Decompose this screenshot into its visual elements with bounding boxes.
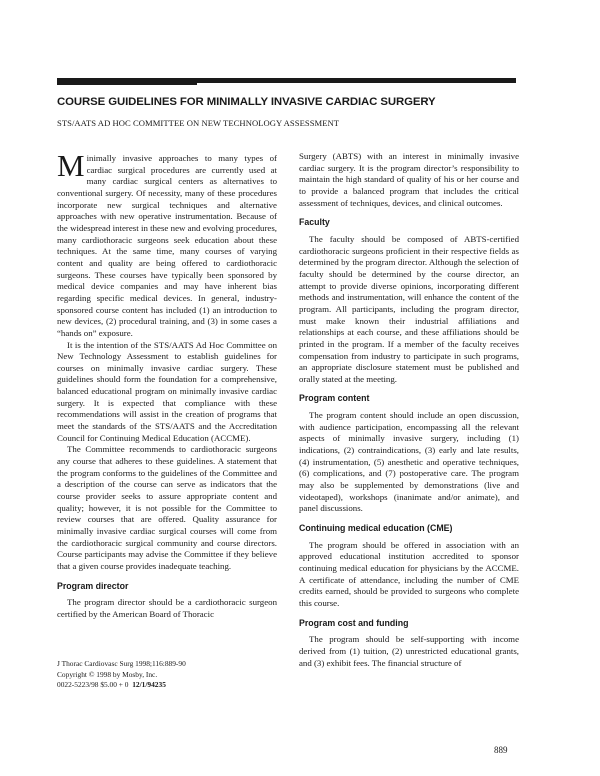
intro-text: inimally invasive approaches to many types of cardiac surgical procedures are currently used at many cardiac surgical centers as alternatives to conventional surgery. Of necessity, many of these procedures incorporate new surgical techniques and alternative approaches with new operative instrumentation. Because of the widespread interest in these new and evolving procedures, many cardiothoracic surgeons seek education about these techniques. At the same time, many courses of varying content and quality are being offered to cardiothoracic surgeons. These courses have typically been sponsored by medical device companies and may have inherent bias regarding specific medical devices. In general, industry-sponsored course content has included (1) an introduction to new devices, (2) procedural training, and (3) in some cases a “hands on” exposure. [57,153,277,338]
page-number: 889 [494,745,508,755]
paragraph: It is the intention of the STS/AATS Ad Hoc Committee on New Technology Assessment to establish guidelines for courses on minimally invasive cardiac surgery. These guidelines should form the foundation for a comprehensive, balanced educational program on minimally invasive cardiac surgery. It is expected that compliance with these recommendations will assist in the creation of programs that meet the standards of the STS/AATS and the Accreditation Council for Continuing Medical Education (ACCME). [57,339,277,443]
journal-citation: J Thorac Cardiovasc Surg 1998;116:889-90 [57,659,186,668]
section-heading-cme: Continuing medical education (CME) [299,523,453,534]
copyright-notice: Copyright © 1998 by Mosby, Inc. [57,669,158,679]
article-code-prefix: 0022-5223/98 $5.00 + 0 [57,680,129,690]
paragraph-continued: Surgery (ABTS) with an interest in minimally invasive cardiac surgery. It is the program director’s responsibility to maintain the high standard of quality of his or her course and to provide a balanced program that includes the critical assessment of techniques, devices, and clinical outcomes. [299,151,519,208]
article-subtitle: STS/AATS AD HOC COMMITTEE ON NEW TECHNOLOGY ASSESSMENT [57,118,340,128]
paragraph: The program should be offered in association with an approved educational institution accredited to sponsor continuing medical education for physicians by the ACCME. A certificate of attendance, including the number of CME credits earned, should be provided to surgeons who complete this course. [299,539,519,608]
article-code-id: 12/1/94235 [132,680,166,690]
intro-paragraph [57,148,277,340]
header-rule-accent [57,78,197,85]
paragraph: The program should be self-supporting with income derived from (1) tuition, (2) unrestricted educational grants, and (3) exhibit fees. The financial structure of [299,634,519,668]
paragraph: The faculty should be composed of ABTS-certified cardiothoracic surgeons proficient in their respective fields as determined by the program director. Although the selection of faculty should be determined by the course director, an attempt to provide diverse opinions, incorporating different methods and instrumentation, will enhance the content of the program. All participants, including the program director, must make known their industrial affiliations and relationships at each course, and these affiliations should be printed in the program. If a member of the faculty receives compensation from industry to participate in such programs, an appropriate disclosure statement must be published and orally stated at the meeting. [299,233,519,384]
article-title: COURSE GUIDELINES FOR MINIMALLY INVASIVE CARDIAC SURGERY [57,96,436,108]
article-code [57,680,277,691]
paragraph: The program director should be a cardiothoracic surgeon certified by the American Board of Thoracic [57,597,277,619]
drop-cap: M [57,148,85,183]
section-heading-faculty: Faculty [299,217,330,228]
section-heading-program-content: Program content [299,393,370,404]
paragraph: The Committee recommends to cardiothoracic surgeons any course that adheres to these guidelines. A statement that the program conforms to the guidelines of the Committee and a description of the course can serve as indicators that the course provider seeks to assure appropriate content and quality; however, it is not possible for the Committee to review courses that are offered. Quality assurance for minimally invasive cardiac surgical courses will come from the cardiothoracic surgical community and course directors. Course participants may advise the Committee if they believe that a given course provides inadequate teaching. [57,444,277,571]
left-column [57,148,277,621]
article-footer [57,659,277,691]
paragraph: The program content should include an open discussion, with audience participation, encompassing all the relevant aspects of minimally invasive surgery, including (1) indications, (2) contraindications, (3) early and late results, (4) instrumentation, (5) anesthetic and operative techniques, (6) complications, and (7) postoperative care. The program may also be supplemented by demonstrations (live and videotaped), workshops (inanimate and/or animate), and panel discussions. [299,410,519,514]
section-heading-cost: Program cost and funding [299,617,409,628]
section-heading-program-director: Program director [57,580,129,591]
right-column [299,151,519,669]
